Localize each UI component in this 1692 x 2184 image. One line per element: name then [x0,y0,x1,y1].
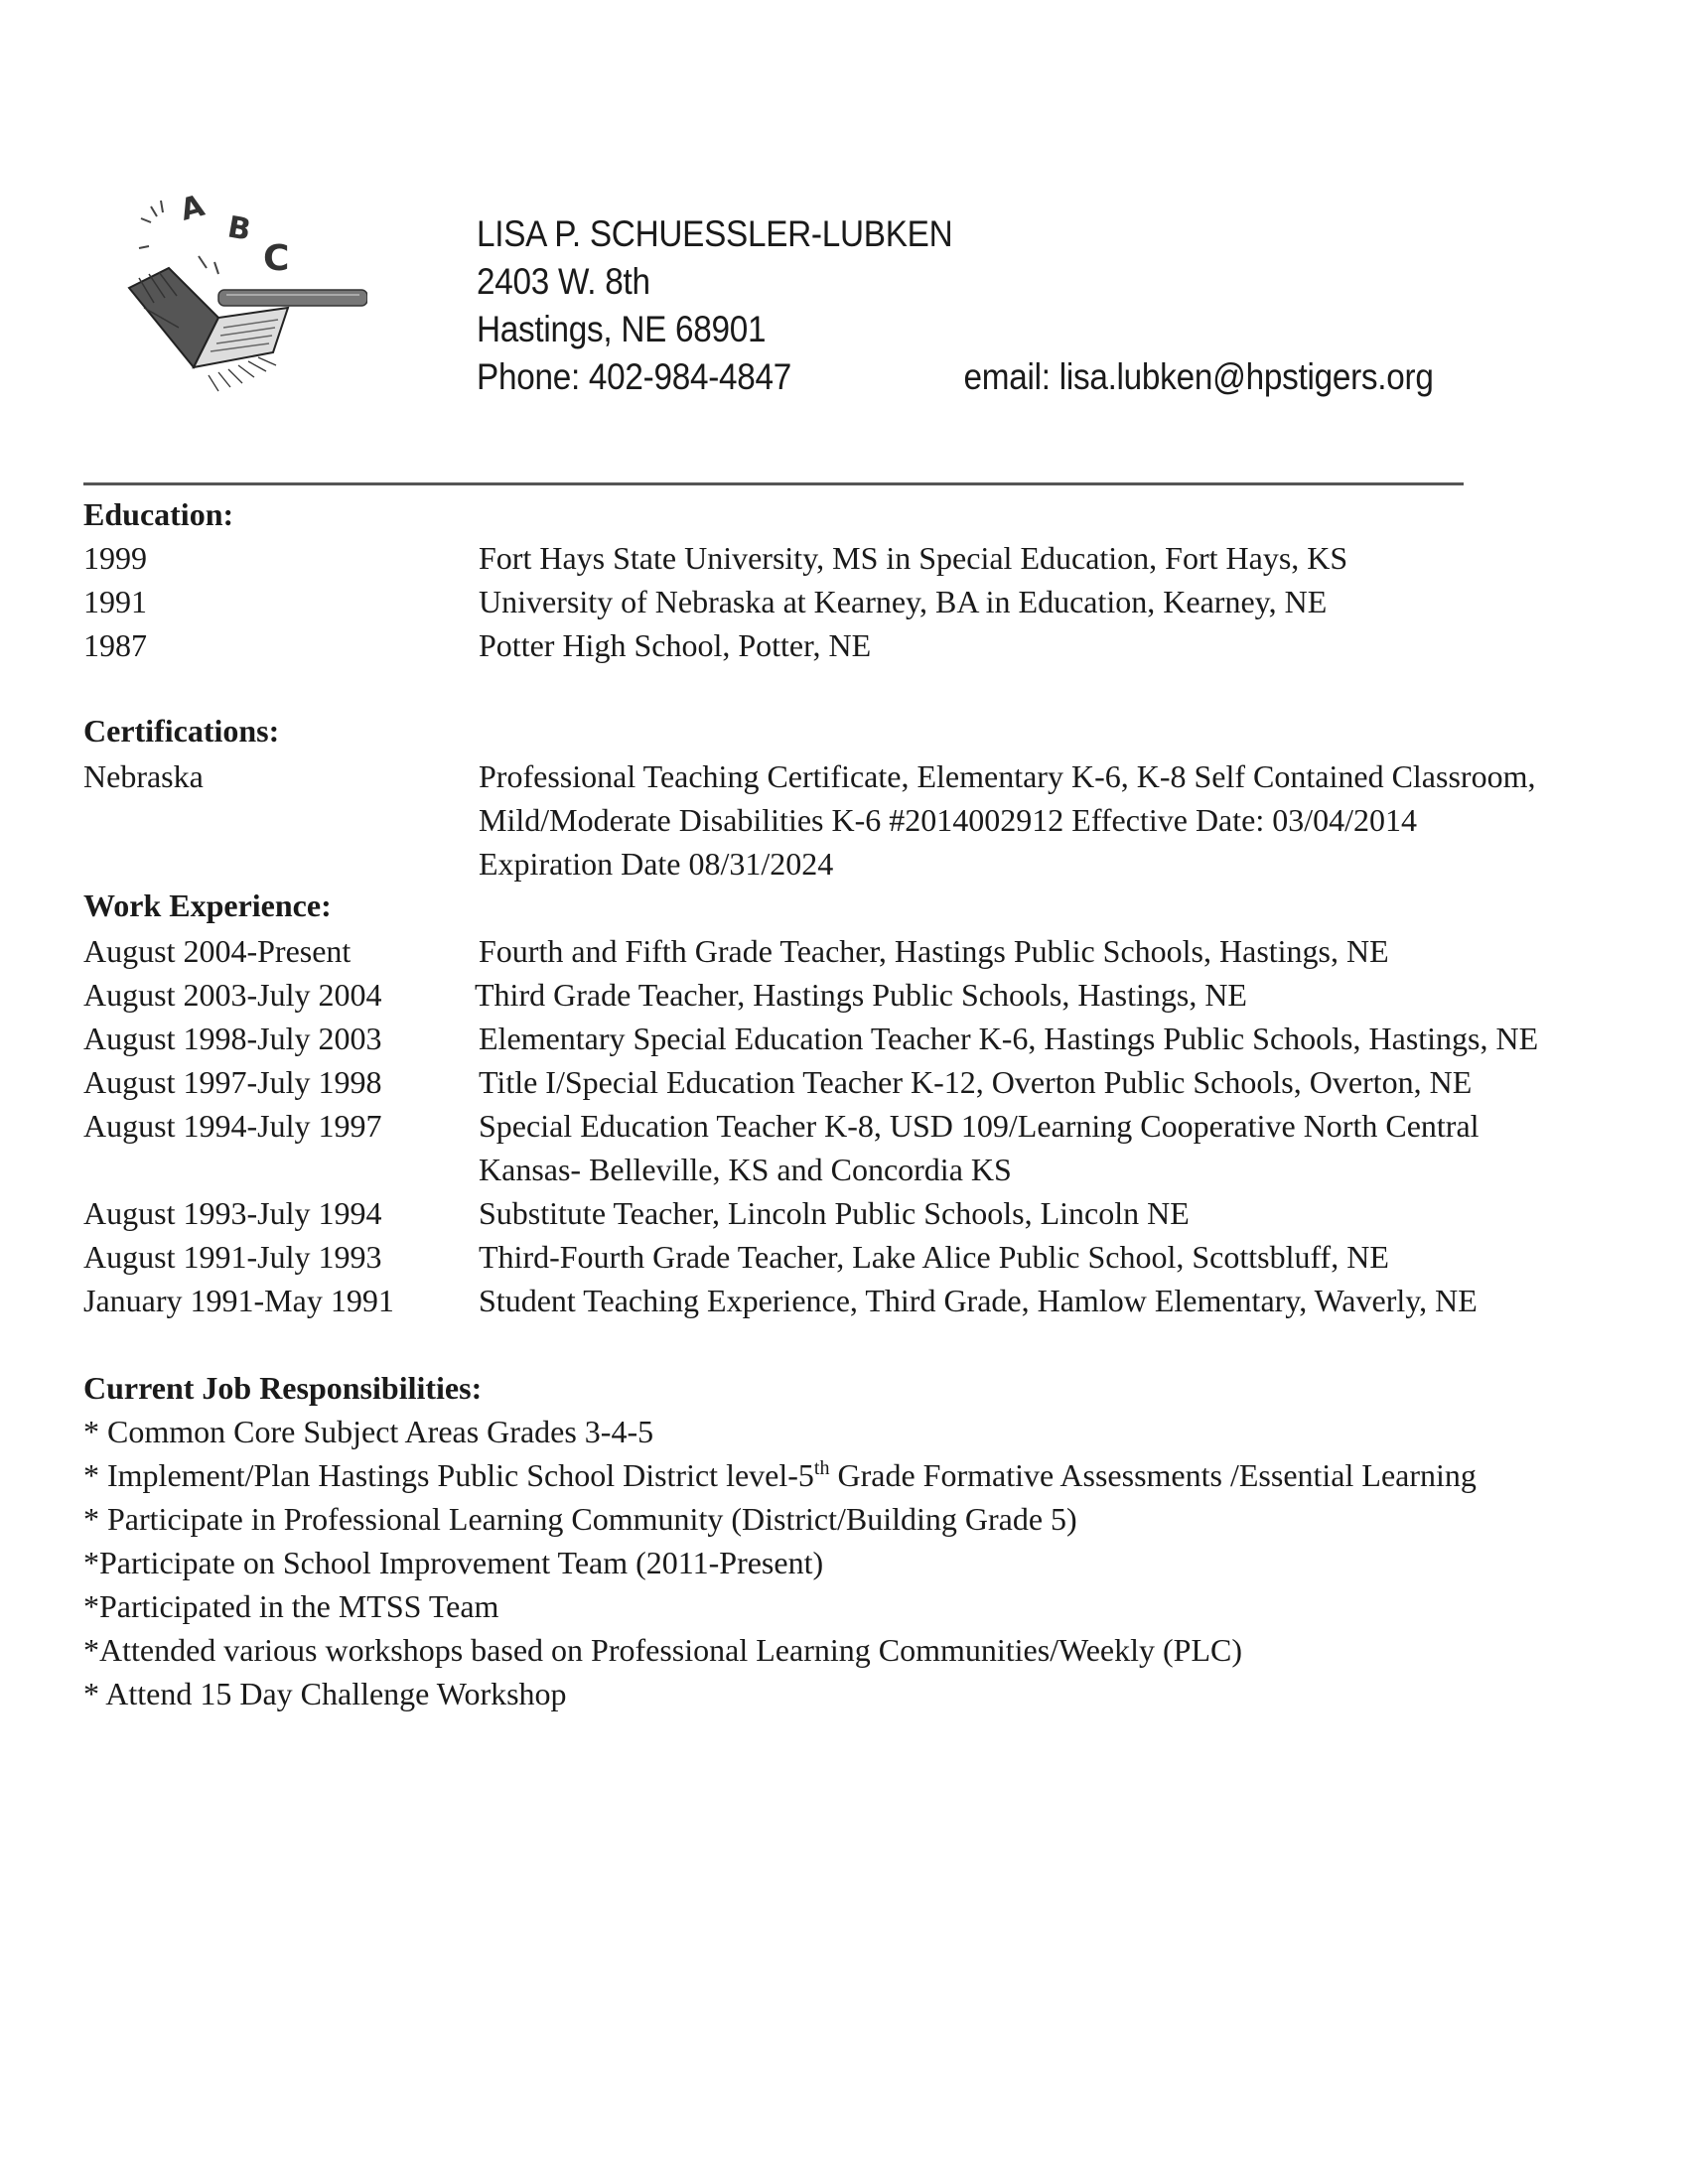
work-detail: Third Grade Teacher, Hastings Public Schools, Hastings, NE [475,977,1247,1013]
responsibilities-heading: Current Job Responsibilities: [83,1370,483,1406]
education-detail: University of Nebraska at Kearney, BA in Education, Kearney, NE [479,584,1328,619]
email-address: email: lisa.lubken@hpstigers.org [963,356,1434,397]
responsibility-text: Grade Formative Assessments /Essential Learning [829,1457,1477,1493]
education-detail: Potter High School, Potter, NE [479,627,872,663]
responsibility-item [83,1453,1477,1497]
logo-letter-a: A [177,188,209,228]
work-dates: August 2004-Present [83,933,352,969]
applicant-name: LISA P. SCHUESSLER-LUBKEN [477,213,953,254]
contact-header [477,210,1460,401]
responsibility-item: *Participated in the MTSS Team [83,1588,499,1624]
certification-line: Expiration Date 08/31/2024 [479,846,834,882]
responsibility-item: *Attended various workshops based on Professional Learning Communities/Weekly (PLC) [83,1632,1243,1668]
responsibility-item: * Attend 15 Day Challenge Workshop [83,1676,567,1711]
ordinal-suffix: th [813,1457,830,1479]
work-dates: August 1998-July 2003 [83,1021,382,1056]
phone-number: Phone: 402-984-4847 [477,356,792,397]
work-dates: August 1997-July 1998 [83,1064,382,1100]
contact-row [477,353,1460,401]
education-heading: Education: [83,496,234,532]
certification-line: Mild/Moderate Disabilities K-6 #2014002912 Effective Date: 03/04/2014 [479,802,1418,838]
work-detail: Student Teaching Experience, Third Grade, Hamlow Elementary, Waverly, NE [479,1283,1478,1318]
work-dates: August 2003-July 2004 [83,977,382,1013]
work-detail: Third-Fourth Grade Teacher, Lake Alice Public School, Scottsbluff, NE [479,1239,1389,1275]
education-year: 1987 [83,627,147,663]
abc-book-logo [99,179,367,407]
responsibility-item: * Participate in Professional Learning Community (District/Building Grade 5) [83,1501,1077,1537]
city-state-zip: Hastings, NE 68901 [477,309,767,349]
work-dates: January 1991-May 1991 [83,1283,394,1318]
education-detail: Fort Hays State University, MS in Special Education, Fort Hays, KS [479,540,1348,576]
responsibilities-list [83,1410,1477,1715]
street-address: 2403 W. 8th [477,261,650,302]
work-detail: Substitute Teacher, Lincoln Public Schools, Lincoln NE [479,1195,1190,1231]
work-detail: Title I/Special Education Teacher K-12, Overton Public Schools, Overton, NE [479,1064,1473,1100]
logo-letter-b: B [224,209,254,248]
work-detail: Kansas- Belleville, KS and Concordia KS [479,1152,1012,1187]
responsibility-item: *Participate on School Improvement Team (2011-Present) [83,1545,824,1580]
certifications-heading: Certifications: [83,713,280,749]
work-detail: Special Education Teacher K-8, USD 109/Learning Cooperative North Central [479,1108,1480,1144]
header-divider [83,482,1464,485]
work-detail: Fourth and Fifth Grade Teacher, Hastings Public Schools, Hastings, NE [479,933,1389,969]
work-dates: August 1993-July 1994 [83,1195,382,1231]
logo-letter-c: C [263,238,290,279]
responsibility-text: * Implement/Plan Hastings Public School District level-5 [83,1457,814,1493]
education-year: 1999 [83,540,147,576]
work-experience-heading: Work Experience: [83,887,332,923]
work-dates: August 1994-July 1997 [83,1108,382,1144]
work-detail: Elementary Special Education Teacher K-6, Hastings Public Schools, Hastings, NE [479,1021,1539,1056]
work-dates: August 1991-July 1993 [83,1239,382,1275]
education-year: 1991 [83,584,147,619]
book-icon [129,268,367,391]
certification-state: Nebraska [83,758,204,794]
responsibility-item: * Common Core Subject Areas Grades 3-4-5 [83,1414,654,1449]
certification-line: Professional Teaching Certificate, Elementary K-6, K-8 Self Contained Classroom, [479,758,1536,794]
